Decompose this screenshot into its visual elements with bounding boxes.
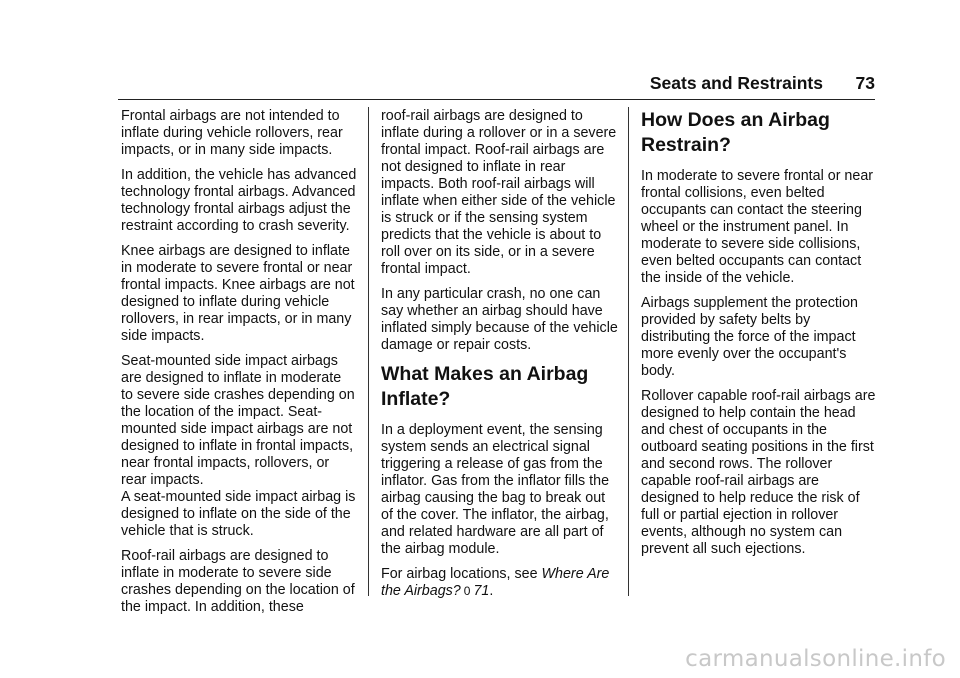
paragraph: Roof-rail airbags are designed to inflate in moderate to severe side crashes depending on the location of the impact. In addition, these <box>121 548 355 615</box>
watermark: carmanualsonline.info <box>685 646 946 672</box>
paragraph: Knee airbags are designed to inflate in moderate to severe frontal or near frontal impacts. Knee airbags are not designed to inflate during vehicle rollovers, in rear impacts, or in many side impacts. <box>121 243 355 344</box>
paragraph: Frontal airbags are not intended to inflate during vehicle rollovers, rear impacts, or in many side impacts. <box>121 108 343 158</box>
page-number: 73 <box>855 73 875 93</box>
paragraph: Seat-mounted side impact airbags are designed to inflate in moderate to severe side crashes depending on the location of the impact. Seat-mounted side impact airbags are not designed to inflate in frontal impacts, near frontal impacts, rollovers, or rear impacts. <box>121 353 355 488</box>
xref-suffix: . <box>489 583 494 599</box>
page-reference-icon: 0 <box>463 584 471 598</box>
paragraph <box>381 566 619 600</box>
paragraph: In a deployment event, the sensing system sends an electrical signal triggering a release of gas from the inflator. Gas from the inflator fills the airbag causing the bag to break out of the cover. The inflator, the airbag, and related hardware are all part of the airbag module. <box>381 422 610 557</box>
paragraph: In addition, the vehicle has advanced technology frontal airbags. Advanced technology frontal airbags adjust the restraint according to crash severity. <box>121 167 357 234</box>
column-divider <box>628 107 629 596</box>
column-3 <box>641 108 877 566</box>
paragraph: In any particular crash, no one can say whether an airbag should have inflated simply because of the vehicle damage or repair costs. <box>381 286 618 353</box>
paragraph: In moderate to severe frontal or near frontal collisions, even belted occupants can contact the steering wheel or the instrument panel. In moderate to severe side collisions, even belted occupants can contact the inside of the vehicle. <box>641 168 874 286</box>
paragraph: roof-rail airbags are designed to inflate during a rollover or in a severe frontal impact. Roof-rail airbags are not designed to inflate in rear impacts. Both roof-rail airbags will inflate when either side of the vehicle is struck or if the sensing system predicts that the vehicle is about to roll over on its side, or in a severe frontal impact. <box>381 108 617 277</box>
section-heading: What Makes an Airbag Inflate? <box>381 363 589 410</box>
paragraph: Airbags supplement the protection provided by safety belts by distributing the force of the impact more evenly over the occupant's body. <box>641 295 858 379</box>
column-1 <box>121 108 357 624</box>
xref-prefix: For airbag locations, see <box>381 566 542 582</box>
paragraph: Rollover capable roof-rail airbags are designed to help contain the head and chest of occupants in the outboard seating positions in the first and second rows. The rollover capable roof-rail airbags are designed to help reduce the risk of full or partial ejection in rollover events, although no system can prevent all such ejections. <box>641 388 876 557</box>
cross-reference-page[interactable]: 71 <box>473 583 490 599</box>
paragraph: A seat-mounted side impact airbag is designed to inflate on the side of the vehicle that is struck. <box>121 489 356 539</box>
section-title: Seats and Restraints <box>649 73 823 93</box>
page-header <box>118 72 875 94</box>
column-2 <box>381 108 619 608</box>
section-heading: How Does an Airbag Restrain? <box>641 109 830 156</box>
header-divider <box>118 99 875 100</box>
cross-reference-link[interactable]: Where Are the Airbags? <box>381 566 610 599</box>
column-divider <box>368 107 369 596</box>
